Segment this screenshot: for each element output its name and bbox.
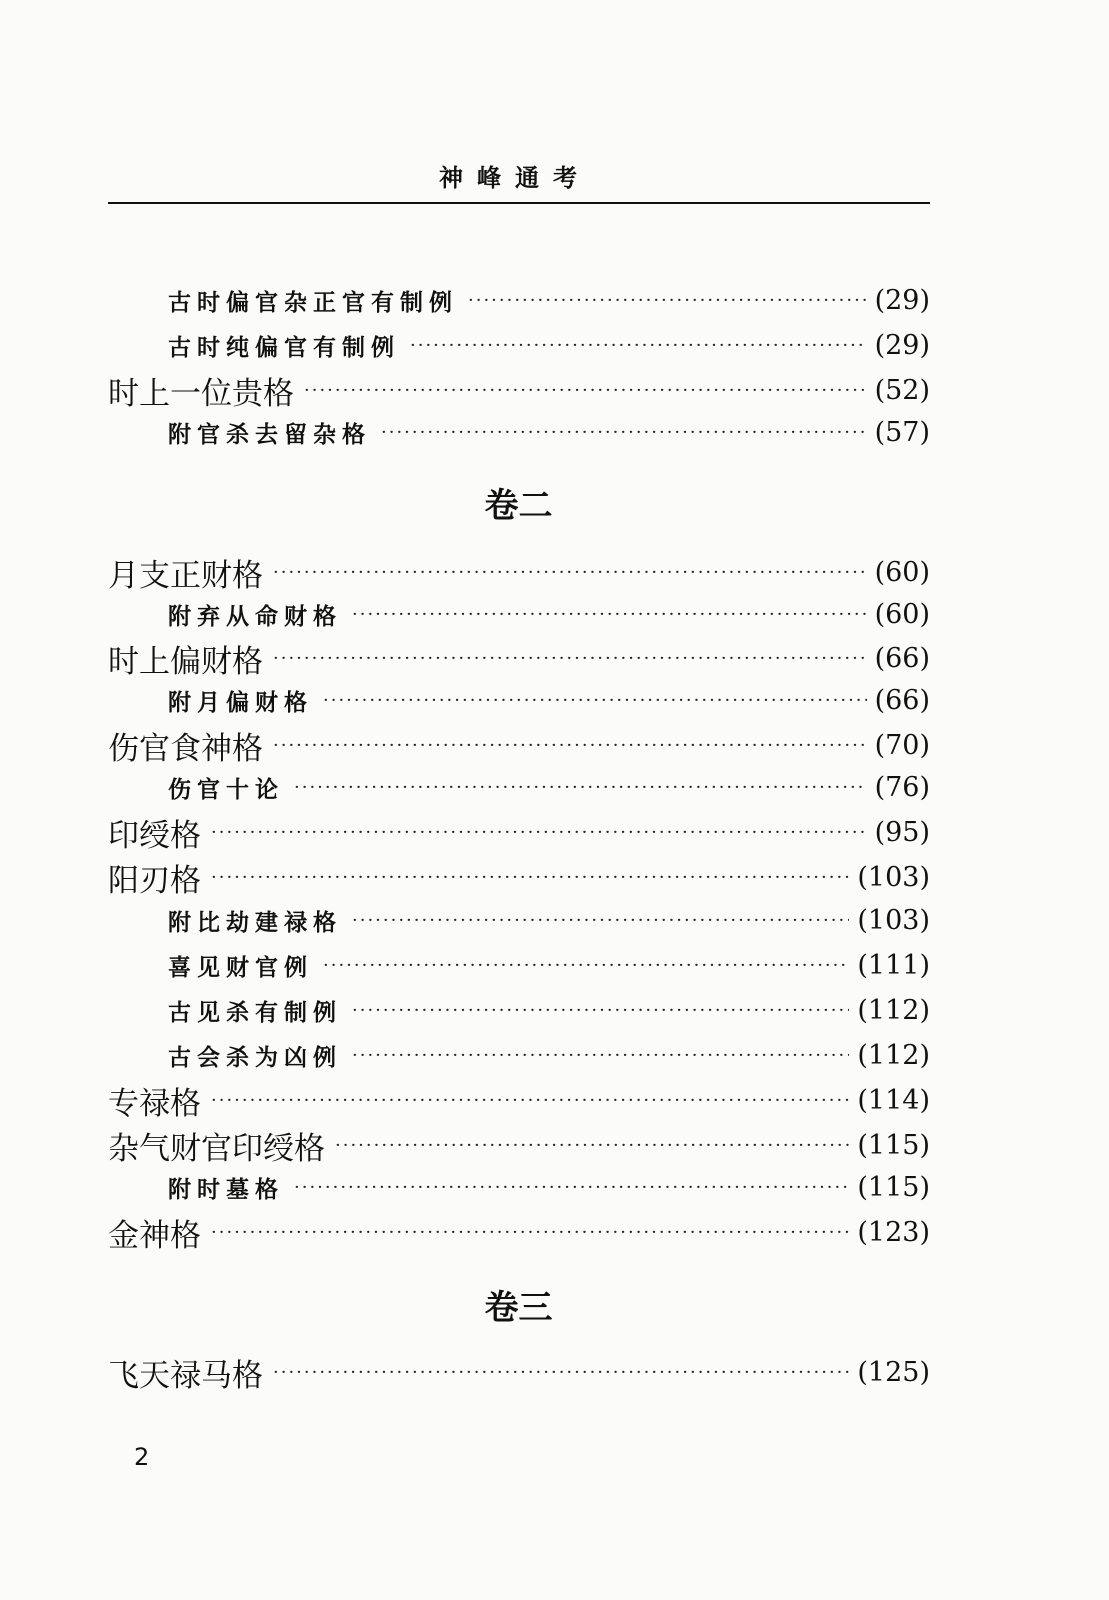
page-number: 2: [134, 1443, 150, 1471]
toc-entry-label: 月支正财格: [108, 557, 263, 594]
toc-leader-dots: [211, 822, 867, 843]
toc-entry[interactable]: [108, 680, 930, 720]
toc-entry[interactable]: [108, 638, 930, 678]
toc-leader-dots: [335, 1135, 849, 1156]
toc-entry-page: (112): [857, 1039, 930, 1071]
toc-entry[interactable]: [108, 990, 930, 1030]
toc-entry-page: (52): [874, 374, 930, 406]
toc-entry[interactable]: [108, 1212, 930, 1252]
toc-entry-label: 古时纯偏官有制例: [168, 333, 400, 361]
toc-entry[interactable]: [108, 1352, 930, 1392]
toc-leader-dots: [211, 1222, 849, 1243]
toc-entry-page: (60): [874, 598, 930, 630]
page-header-title: 神峰通考: [439, 163, 591, 192]
toc-entry-page: (29): [874, 284, 930, 316]
toc-entry-label: 阳刃格: [108, 862, 201, 899]
toc-entry-label: 伤官十论: [168, 775, 284, 803]
toc-entry-label: 专禄格: [108, 1085, 201, 1122]
toc-entry-label: 时上偏财格: [108, 643, 263, 680]
toc-entry-page: (112): [857, 994, 930, 1026]
toc-entry-label: 金神格: [108, 1217, 201, 1254]
toc-entry-label: 附弃从命财格: [168, 602, 342, 630]
toc-entry[interactable]: [108, 370, 930, 410]
toc-entry-page: (76): [874, 771, 930, 803]
toc-entry-label: 附月偏财格: [168, 688, 313, 716]
toc-entry-page: (66): [874, 684, 930, 716]
toc-leader-dots: [352, 1045, 849, 1066]
toc-leader-dots: [273, 735, 867, 756]
toc-leader-dots: [468, 290, 867, 311]
toc-leader-dots: [211, 867, 849, 888]
toc-entry-label: 古时偏官杂正官有制例: [168, 288, 458, 316]
toc-leader-dots: [352, 910, 849, 931]
toc-entry[interactable]: [108, 857, 930, 897]
toc-entry-label: 印绶格: [108, 817, 201, 854]
section-heading: 卷三: [484, 1288, 553, 1328]
toc-entry[interactable]: [108, 1167, 930, 1207]
toc-leader-dots: [294, 1177, 849, 1198]
toc-leader-dots: [304, 380, 867, 401]
toc-leader-dots: [211, 1090, 849, 1111]
toc-entry[interactable]: [108, 1125, 930, 1165]
toc-entry-label: 附时墓格: [168, 1175, 284, 1203]
toc-leader-dots: [323, 690, 867, 711]
toc-entry[interactable]: [108, 1080, 930, 1120]
toc-entry[interactable]: [108, 280, 930, 320]
toc-entry[interactable]: [108, 552, 930, 592]
toc-entry-label: 附比劫建禄格: [168, 908, 342, 936]
toc-leader-dots: [410, 335, 867, 356]
toc-entry-page: (103): [857, 861, 930, 893]
toc-entry[interactable]: [108, 412, 930, 452]
toc-entry-page: (125): [857, 1356, 930, 1388]
toc-entry[interactable]: [108, 812, 930, 852]
toc-leader-dots: [294, 777, 867, 798]
toc-entry-page: (115): [857, 1171, 930, 1203]
toc-entry-page: (57): [874, 416, 930, 448]
toc-entry-label: 古会杀为凶例: [168, 1043, 342, 1071]
toc-entry-page: (115): [857, 1129, 930, 1161]
section-heading: 卷二: [484, 486, 553, 526]
toc-entry-page: (66): [874, 642, 930, 674]
toc-leader-dots: [352, 1000, 849, 1021]
toc-entry[interactable]: [108, 945, 930, 985]
toc-entry-label: 附官杀去留杂格: [168, 420, 371, 448]
toc-entry-page: (111): [857, 949, 930, 981]
toc-entry-page: (123): [857, 1216, 930, 1248]
toc-entry[interactable]: [108, 725, 930, 765]
toc-leader-dots: [273, 562, 867, 583]
toc-entry-label: 伤官食神格: [108, 730, 263, 767]
toc-leader-dots: [381, 422, 867, 443]
toc-entry[interactable]: [108, 594, 930, 634]
toc-entry-page: (29): [874, 329, 930, 361]
toc-leader-dots: [273, 648, 867, 669]
toc-entry[interactable]: [108, 325, 930, 365]
toc-leader-dots: [352, 604, 867, 625]
toc-entry-label: 古见杀有制例: [168, 998, 342, 1026]
toc-entry-label: 时上一位贵格: [108, 375, 294, 412]
toc-entry-label: 杂气财官印绶格: [108, 1130, 325, 1167]
toc-leader-dots: [323, 955, 849, 976]
toc-entry-page: (60): [874, 556, 930, 588]
toc-entry[interactable]: [108, 1035, 930, 1075]
toc-entry[interactable]: [108, 900, 930, 940]
toc-entry-label: 喜见财官例: [168, 953, 313, 981]
toc-entry-page: (114): [857, 1084, 930, 1116]
toc-entry-label: 飞天禄马格: [108, 1357, 263, 1394]
toc-entry-page: (95): [874, 816, 930, 848]
toc-entry-page: (70): [874, 729, 930, 761]
toc-leader-dots: [273, 1362, 849, 1383]
header-rule: [108, 202, 930, 204]
toc-entry-page: (103): [857, 904, 930, 936]
toc-entry[interactable]: [108, 767, 930, 807]
